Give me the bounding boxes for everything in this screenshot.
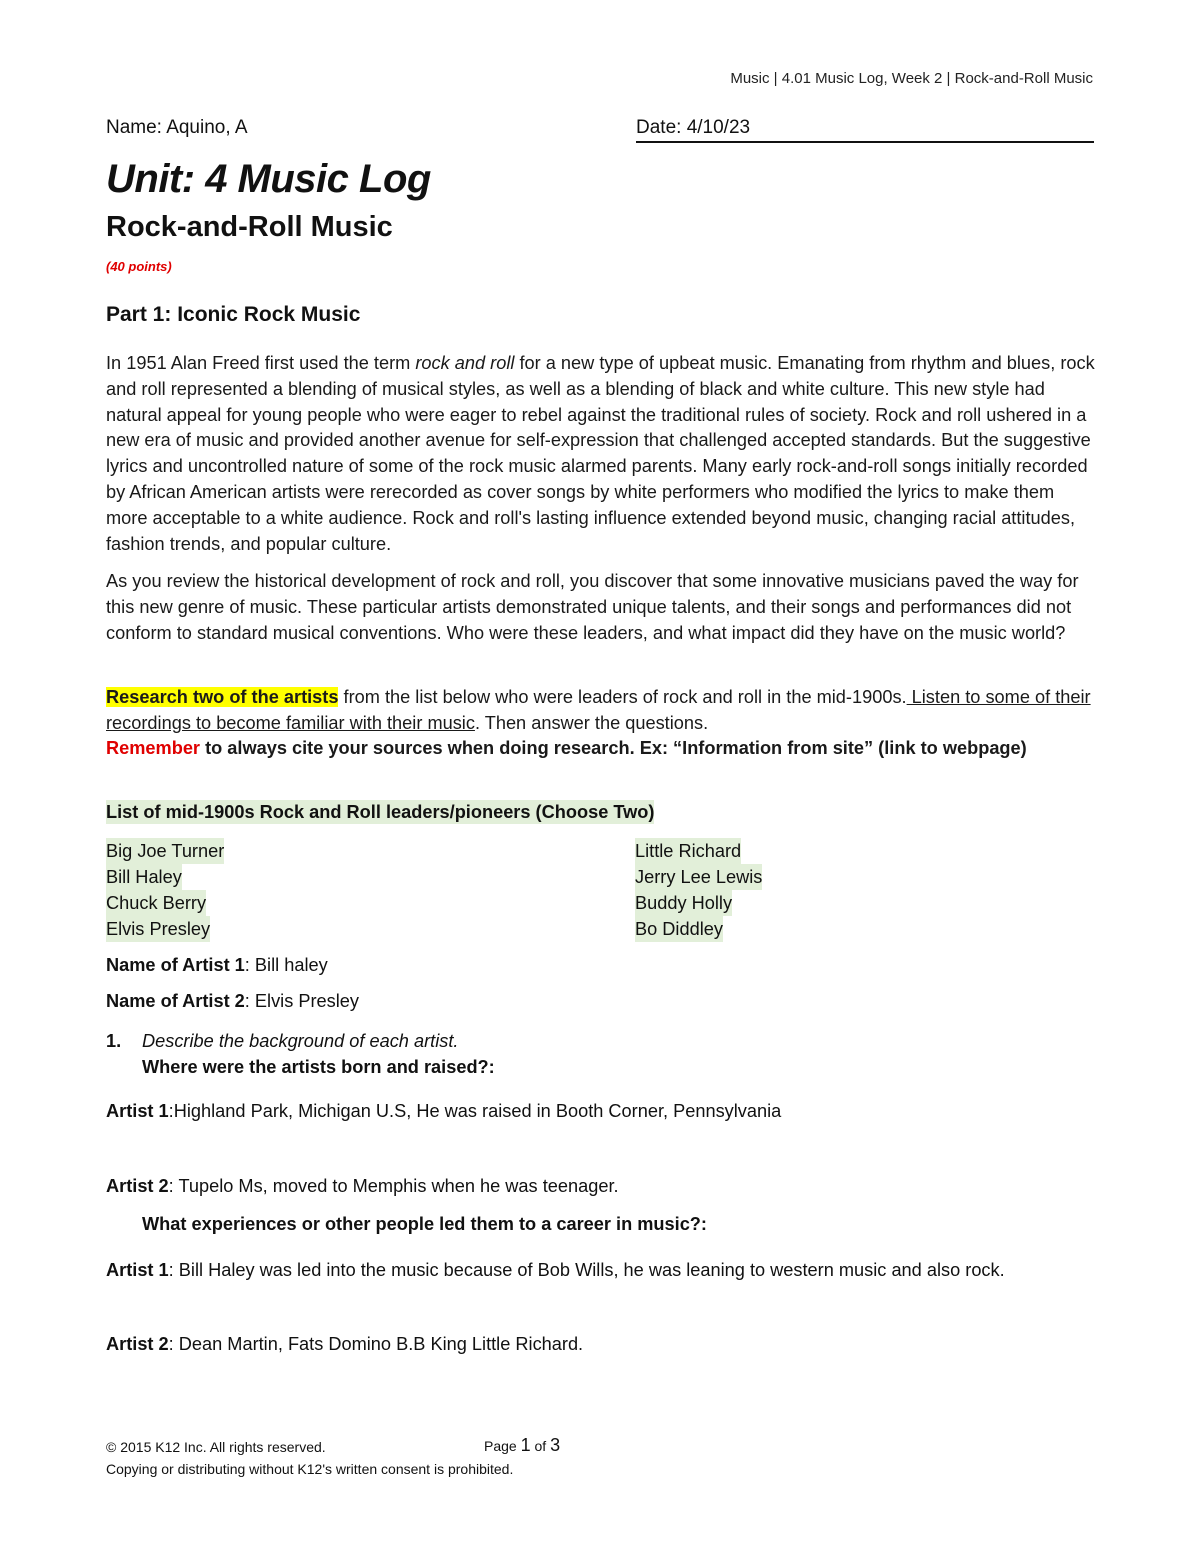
research-instructions: Research two of the artists from the list below who were leaders of rock and roll in the mid-1900s. Listen to some of their recordings to become familiar with their music. Then answer the questions. [106,687,1091,733]
artist-list-right [635,838,762,942]
list-item: Buddy Holly [635,890,732,916]
copyright-notice: Copying or distributing without K12's written consent is prohibited. [106,1461,514,1477]
question-born-raised: Where were the artists born and raised?: [142,1056,495,1077]
research-highlight: Research two of the artists [106,687,339,707]
review-paragraph: As you review the historical development of rock and roll, you discover that some innovative musicians paved the way for this new genre of music. These particular artists demonstrated unique talents, and their songs and performances did not conform to standard musical conventions. Who were these leaders, and what impact did they have on the music world? [106,571,1079,643]
list-item: Little Richard [635,838,741,864]
answer-career-artist2: Artist 2: Dean Martin, Fats Domino B.B King Little Richard. [106,1334,584,1354]
list-item: Bo Diddley [635,916,723,942]
part1-title: Part 1: Iconic Rock Music [106,303,361,326]
list-item: Big Joe Turner [106,838,224,864]
page-footer [106,1436,706,1480]
answer-born-artist2: Artist 2: Tupelo Ms, moved to Memphis when he was teenager. [106,1176,619,1196]
list-item: Chuck Berry [106,890,206,916]
running-header: Music | 4.01 Music Log, Week 2 | Rock-and-Roll Music [730,70,1093,87]
page-subtitle: Rock-and-Roll Music [106,211,393,243]
list-item: Jerry Lee Lewis [635,864,762,890]
artist-list-title: List of mid-1900s Rock and Roll leaders/pioneers (Choose Two) [106,802,655,822]
list-item: Bill Haley [106,864,182,890]
copyright: © 2015 K12 Inc. All rights reserved. [106,1439,326,1455]
answer-career-artist1: Artist 1: Bill Haley was led into the music because of Bob Wills, he was leaning to western music and also rock. [106,1260,1005,1280]
date-field: Date: 4/10/23 [636,117,1094,143]
page-number: Page 1 of 3 [484,1435,561,1455]
answer-born-artist1: Artist 1:Highland Park, Michigan U.S, He was raised in Booth Corner, Pennsylvania [106,1101,782,1121]
student-name: Name: Aquino, A [106,117,248,138]
artist1-name: Name of Artist 1: Bill haley [106,955,328,975]
unit-title: Unit: 4 Music Log [106,157,431,201]
cite-reminder: Remember to always cite your sources when doing research. Ex: “Information from site” (link to webpage) [106,738,1027,758]
list-item: Elvis Presley [106,916,210,942]
artist2-name: Name of Artist 2: Elvis Presley [106,991,360,1011]
question-1: 1. Describe the background of each artist. Where were the artists born and raised?: [106,1029,495,1081]
artist-list-left [106,838,224,942]
points-label: (40 points) [106,259,172,274]
intro-paragraph: In 1951 Alan Freed first used the term rock and roll for a new type of upbeat music. Emanating from rhythm and blues, rock and roll represented a blending of musical styles, as well as a blending of black and white culture. This new style had natural appeal for young people who were eager to rebel against the traditional rules of society. Rock and roll ushered in a new era of music and provided another avenue for self-expression that challenged accepted standards. But the suggestive lyrics and uncontrolled nature of some of the rock music alarmed parents. Many early rock-and-roll songs initially recorded by African American artists were rerecorded as cover songs by white performers who modified the lyrics to make them more acceptable to a white audience. Rock and roll's lasting influence extended beyond music, changing racial attitudes, fashion trends, and popular culture. [106,353,1095,554]
question-career: What experiences or other people led them to a career in music?: [142,1214,707,1234]
